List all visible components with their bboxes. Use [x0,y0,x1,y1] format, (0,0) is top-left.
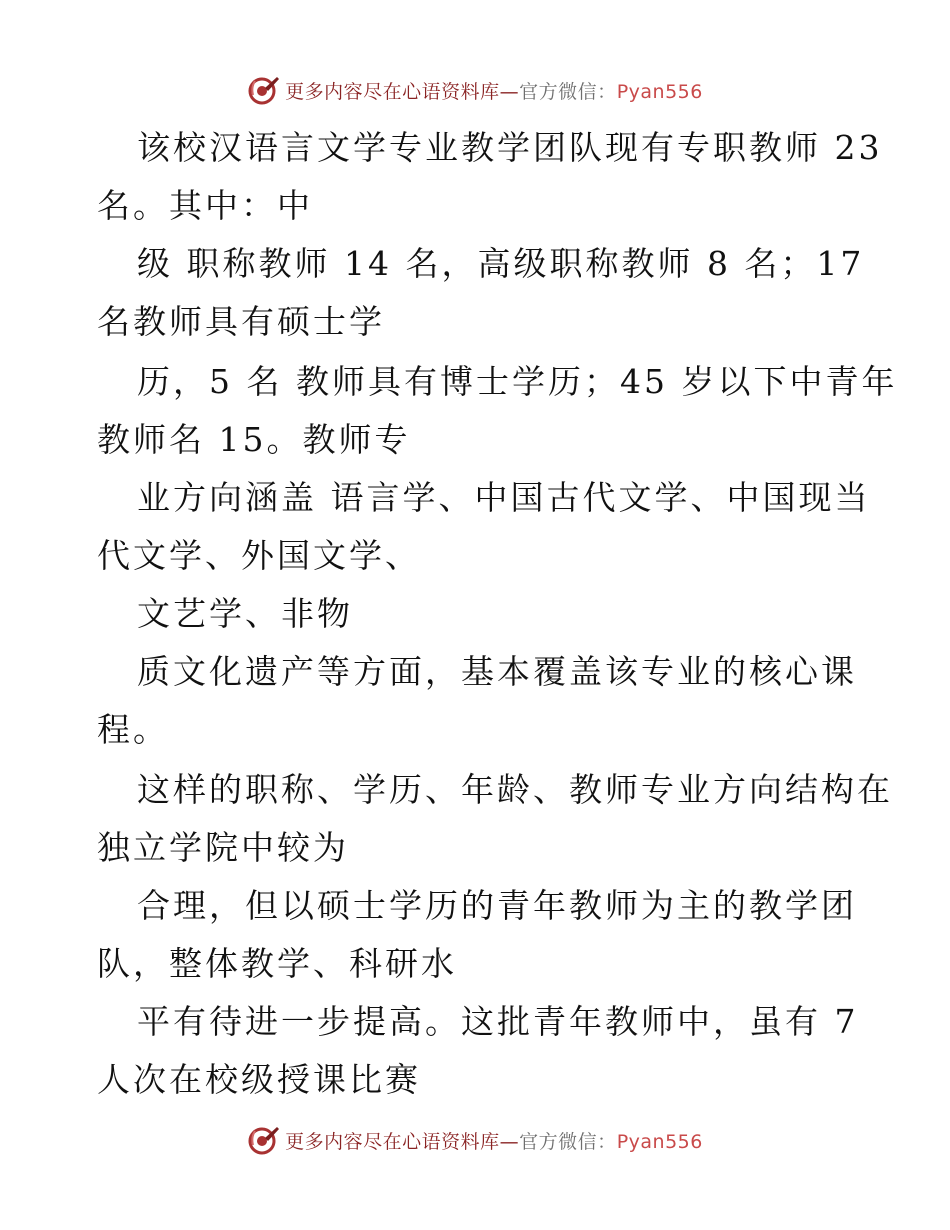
body-line: 名教师具有硕士学 [97,302,385,341]
body-line: 文艺学、非物 [137,594,353,633]
watermark-main: 更多内容尽在心语资料库 [285,80,500,103]
footer-watermark [0,1122,950,1158]
watermark-handle: Pyan556 [616,80,703,103]
watermark-text [285,1127,703,1154]
body-line: 业方向涵盖 语言学、中国古代文学、中国现当 [137,478,871,517]
watermark-official-label: 官方微信： [519,80,617,103]
body-line: 代文学、外国文学、 [97,536,421,575]
watermark-official-label: 官方微信： [519,1130,617,1153]
watermark-dash: — [499,80,520,103]
body-line: 历，5 名 教师具有博士学历；45 岁以下中青年 [137,362,898,401]
body-line: 程。 [97,710,169,749]
body-line: 人次在校级授课比赛 [97,1060,421,1099]
pen-logo-icon [247,73,281,107]
body-line: 质文化遗产等方面，基本覆盖该专业的核心课 [137,652,857,691]
watermark-handle: Pyan556 [616,1130,703,1153]
body-line: 独立学院中较为 [97,828,349,867]
body-line: 该校汉语言文学专业教学团队现有专职教师 23 [137,128,883,167]
body-line: 队，整体教学、科研水 [97,944,457,983]
body-line: 级 职称教师 14 名，高级职称教师 8 名；17 [137,244,865,283]
watermark-main: 更多内容尽在心语资料库 [285,1130,500,1153]
body-line: 名。其中：中 [97,186,313,225]
body-line: 教师名 15。教师专 [97,420,411,459]
watermark-text [285,77,703,104]
watermark-dash: — [499,1130,520,1153]
body-line: 合理，但以硕士学历的青年教师为主的教学团 [137,886,857,925]
body-line: 平有待进一步提高。这批青年教师中，虽有 7 [137,1002,859,1041]
pen-logo-icon [247,1123,281,1157]
header-watermark [0,72,950,108]
body-line: 这样的职称、学历、年龄、教师专业方向结构在 [137,770,893,809]
